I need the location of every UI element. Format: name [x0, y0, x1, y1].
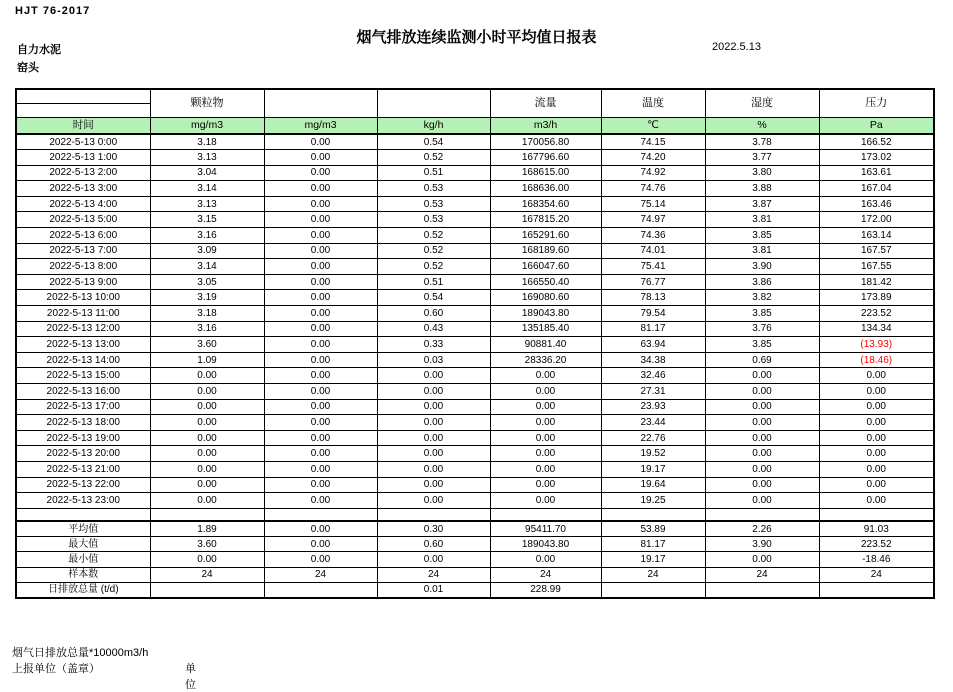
value-cell: 0.52 [377, 150, 490, 166]
units-cell-mgm3-a: mg/m3 [150, 117, 264, 134]
value-cell: 3.76 [705, 321, 819, 337]
label-cell: 2022-5-13 5:00 [16, 212, 150, 228]
summary-row [16, 552, 934, 567]
unit-label: 单位 [185, 663, 196, 691]
doc-code: HJT 76-2017 [15, 5, 91, 17]
value-cell: 24 [150, 567, 264, 582]
value-cell: 24 [377, 567, 490, 582]
value-cell: 189043.80 [490, 537, 601, 552]
hour-row [16, 274, 934, 290]
value-cell: 0.00 [264, 552, 377, 567]
value-cell: 0.00 [150, 493, 264, 509]
value-cell: 63.94 [601, 337, 705, 353]
value-cell: 74.01 [601, 243, 705, 259]
header-cell-flow: 流量 [490, 89, 601, 117]
value-cell: 3.13 [150, 150, 264, 166]
value-cell: 167.57 [819, 243, 934, 259]
value-cell: 3.82 [705, 290, 819, 306]
value-cell: 168189.60 [490, 243, 601, 259]
value-cell: 0.53 [377, 196, 490, 212]
value-cell [264, 582, 377, 597]
value-cell: 28336.20 [490, 352, 601, 368]
label-cell: 2022-5-13 17:00 [16, 399, 150, 415]
value-cell: 3.85 [705, 228, 819, 244]
hour-row [16, 150, 934, 166]
label-cell: 2022-5-13 11:00 [16, 306, 150, 322]
value-cell: 0.00 [819, 477, 934, 493]
value-cell: 75.14 [601, 196, 705, 212]
value-cell: 0.00 [819, 399, 934, 415]
value-cell [705, 582, 819, 597]
units-cell-kgh: kg/h [377, 117, 490, 134]
units-row [16, 117, 934, 134]
value-cell: 0.53 [377, 181, 490, 197]
company-name: 自力水泥 [17, 44, 61, 56]
hour-row [16, 493, 934, 509]
header-cell-empty3 [377, 89, 490, 117]
value-cell: 19.17 [601, 461, 705, 477]
value-cell: 0.00 [150, 461, 264, 477]
value-cell: 0.00 [264, 228, 377, 244]
value-cell: 166550.40 [490, 274, 601, 290]
value-cell: 0.00 [150, 430, 264, 446]
value-cell: 3.88 [705, 181, 819, 197]
value-cell: 173.89 [819, 290, 934, 306]
value-cell: 53.89 [601, 521, 705, 536]
value-cell: 0.00 [490, 415, 601, 431]
label-cell: 2022-5-13 22:00 [16, 477, 150, 493]
value-cell: 0.03 [377, 352, 490, 368]
value-cell: 166047.60 [490, 259, 601, 275]
value-cell: 0.00 [705, 552, 819, 567]
value-cell: 0.00 [264, 259, 377, 275]
value-cell: 0.60 [377, 306, 490, 322]
value-cell: 1.09 [150, 352, 264, 368]
header-cell-empty2 [264, 89, 377, 117]
label-cell: 2022-5-13 1:00 [16, 150, 150, 166]
value-cell: 32.46 [601, 368, 705, 384]
label-cell: 平均值 [16, 521, 150, 536]
value-cell: 0.00 [377, 368, 490, 384]
value-cell: 0.00 [705, 430, 819, 446]
value-cell: 0.00 [150, 446, 264, 462]
hour-row [16, 368, 934, 384]
value-cell: 0.01 [377, 582, 490, 597]
hour-row [16, 477, 934, 493]
value-cell: 0.00 [264, 306, 377, 322]
value-cell: 0.00 [705, 415, 819, 431]
hour-row [16, 430, 934, 446]
header-cell-particulate: 颗粒物 [150, 89, 264, 117]
hour-row [16, 134, 934, 150]
value-cell: 0.51 [377, 274, 490, 290]
value-cell: 0.00 [264, 337, 377, 353]
value-cell: 168354.60 [490, 196, 601, 212]
value-cell: 75.41 [601, 259, 705, 275]
value-cell: 0.00 [377, 461, 490, 477]
value-cell: 3.81 [705, 243, 819, 259]
value-cell: 81.17 [601, 537, 705, 552]
value-cell: 135185.40 [490, 321, 601, 337]
label-cell: 2022-5-13 4:00 [16, 196, 150, 212]
value-cell: 91.03 [819, 521, 934, 536]
value-cell: 167815.20 [490, 212, 601, 228]
value-cell: 0.00 [819, 493, 934, 509]
header-cell-empty-sub [16, 103, 150, 117]
value-cell: 0.00 [150, 477, 264, 493]
value-cell: -18.46 [819, 552, 934, 567]
value-cell: 0.00 [150, 399, 264, 415]
summary-row [16, 582, 934, 597]
value-cell: 23.93 [601, 399, 705, 415]
hour-row [16, 228, 934, 244]
summary-row [16, 537, 934, 552]
value-cell: 3.16 [150, 321, 264, 337]
value-cell: 166.52 [819, 134, 934, 150]
value-cell: 0.00 [264, 384, 377, 400]
value-cell: 0.00 [377, 477, 490, 493]
value-cell: 0.00 [490, 368, 601, 384]
value-cell: 0.52 [377, 259, 490, 275]
value-cell: 0.00 [264, 352, 377, 368]
value-cell: 74.76 [601, 181, 705, 197]
value-cell: 0.00 [264, 212, 377, 228]
value-cell: 0.52 [377, 243, 490, 259]
value-cell: 3.78 [705, 134, 819, 150]
value-cell: 3.90 [705, 537, 819, 552]
value-cell: 3.09 [150, 243, 264, 259]
value-cell: 24 [264, 567, 377, 582]
value-cell: 76.77 [601, 274, 705, 290]
header-group-row [16, 89, 934, 103]
value-cell: 3.90 [705, 259, 819, 275]
report-table [15, 88, 935, 599]
label-cell: 2022-5-13 13:00 [16, 337, 150, 353]
value-cell: 3.60 [150, 537, 264, 552]
value-cell: 3.04 [150, 165, 264, 181]
value-cell: 79.54 [601, 306, 705, 322]
value-cell: 0.00 [377, 552, 490, 567]
value-cell: 170056.80 [490, 134, 601, 150]
value-cell: 0.51 [377, 165, 490, 181]
summary-row [16, 567, 934, 582]
report-unit-label: 上报单位（盖章） [12, 663, 100, 675]
label-cell: 2022-5-13 7:00 [16, 243, 150, 259]
value-cell: 24 [601, 567, 705, 582]
value-cell: 3.85 [705, 306, 819, 322]
page-title: 烟气排放连续监测小时平均值日报表 [356, 29, 597, 46]
value-cell: 0.00 [264, 290, 377, 306]
label-cell: 2022-5-13 15:00 [16, 368, 150, 384]
hour-row [16, 165, 934, 181]
value-cell: 19.25 [601, 493, 705, 509]
value-cell: 0.00 [264, 430, 377, 446]
value-cell: 167796.60 [490, 150, 601, 166]
value-cell: 0.00 [264, 243, 377, 259]
value-cell: 34.38 [601, 352, 705, 368]
value-cell: 0.00 [377, 399, 490, 415]
value-cell: 0.00 [150, 368, 264, 384]
value-cell: 0.00 [819, 461, 934, 477]
value-cell: 19.64 [601, 477, 705, 493]
value-cell: 223.52 [819, 537, 934, 552]
value-cell: 3.15 [150, 212, 264, 228]
value-cell: 3.16 [150, 228, 264, 244]
value-cell: 0.00 [819, 446, 934, 462]
hour-row [16, 196, 934, 212]
value-cell: 0.00 [490, 446, 601, 462]
value-cell: 1.89 [150, 521, 264, 536]
value-cell: 19.17 [601, 552, 705, 567]
value-cell: 3.85 [705, 337, 819, 353]
summary-row [16, 521, 934, 536]
value-cell: 0.00 [264, 521, 377, 536]
value-cell: 0.00 [819, 415, 934, 431]
label-cell: 2022-5-13 9:00 [16, 274, 150, 290]
hour-row [16, 352, 934, 368]
value-cell: 0.00 [150, 384, 264, 400]
value-cell: 0.00 [264, 493, 377, 509]
value-cell: 0.00 [264, 446, 377, 462]
value-cell: 74.36 [601, 228, 705, 244]
label-cell: 2022-5-13 18:00 [16, 415, 150, 431]
value-cell: 0.00 [264, 134, 377, 150]
value-cell: 3.80 [705, 165, 819, 181]
value-cell: 78.13 [601, 290, 705, 306]
label-cell: 2022-5-13 8:00 [16, 259, 150, 275]
value-cell: (13.93) [819, 337, 934, 353]
value-cell: 0.43 [377, 321, 490, 337]
header-cell-temperature: 温度 [601, 89, 705, 117]
label-cell: 2022-5-13 0:00 [16, 134, 150, 150]
value-cell: 3.86 [705, 274, 819, 290]
hour-row [16, 384, 934, 400]
value-cell: 0.00 [705, 477, 819, 493]
value-cell: 0.00 [490, 493, 601, 509]
hourly-data-body [16, 134, 934, 508]
value-cell: (18.46) [819, 352, 934, 368]
value-cell: 0.53 [377, 212, 490, 228]
value-cell: 134.34 [819, 321, 934, 337]
value-cell: 24 [819, 567, 934, 582]
value-cell: 0.54 [377, 290, 490, 306]
value-cell: 0.00 [705, 446, 819, 462]
value-cell: 74.92 [601, 165, 705, 181]
value-cell: 3.14 [150, 181, 264, 197]
hour-row [16, 415, 934, 431]
value-cell: 0.00 [377, 384, 490, 400]
units-cell-percent: % [705, 117, 819, 134]
value-cell: 3.60 [150, 337, 264, 353]
value-cell: 0.00 [490, 399, 601, 415]
value-cell: 228.99 [490, 582, 601, 597]
value-cell: 167.04 [819, 181, 934, 197]
value-cell: 0.00 [264, 461, 377, 477]
hour-row [16, 446, 934, 462]
value-cell: 181.42 [819, 274, 934, 290]
value-cell: 0.00 [264, 321, 377, 337]
value-cell: 0.00 [490, 461, 601, 477]
value-cell: 81.17 [601, 321, 705, 337]
value-cell: 0.00 [490, 477, 601, 493]
label-cell: 样本数 [16, 567, 150, 582]
value-cell: 3.19 [150, 290, 264, 306]
value-cell: 0.00 [705, 461, 819, 477]
value-cell: 74.20 [601, 150, 705, 166]
hour-row [16, 259, 934, 275]
value-cell: 0.00 [705, 493, 819, 509]
header-cell-pressure: 压力 [819, 89, 934, 117]
label-cell: 2022-5-13 12:00 [16, 321, 150, 337]
label-cell: 日排放总量 (t/d) [16, 582, 150, 597]
value-cell: 0.00 [377, 415, 490, 431]
label-cell: 2022-5-13 3:00 [16, 181, 150, 197]
value-cell: 0.00 [264, 196, 377, 212]
label-cell: 2022-5-13 20:00 [16, 446, 150, 462]
label-cell: 2022-5-13 6:00 [16, 228, 150, 244]
value-cell: 23.44 [601, 415, 705, 431]
value-cell: 172.00 [819, 212, 934, 228]
value-cell: 0.00 [264, 181, 377, 197]
hour-row [16, 243, 934, 259]
value-cell: 0.52 [377, 228, 490, 244]
value-cell: 3.18 [150, 306, 264, 322]
label-cell: 最大值 [16, 537, 150, 552]
value-cell [601, 582, 705, 597]
value-cell: 3.13 [150, 196, 264, 212]
value-cell: 0.60 [377, 537, 490, 552]
value-cell: 0.00 [819, 368, 934, 384]
value-cell: 169080.60 [490, 290, 601, 306]
value-cell: 0.00 [150, 552, 264, 567]
value-cell: 3.18 [150, 134, 264, 150]
value-cell: 0.00 [264, 150, 377, 166]
value-cell: 0.00 [819, 384, 934, 400]
value-cell: 0.00 [264, 477, 377, 493]
header-cell-empty [16, 89, 150, 103]
label-cell: 最小值 [16, 552, 150, 567]
value-cell: 0.00 [705, 368, 819, 384]
units-cell-time: 时间 [16, 117, 150, 134]
report-date: 2022.5.13 [712, 41, 761, 53]
value-cell: 3.05 [150, 274, 264, 290]
value-cell: 0.00 [377, 446, 490, 462]
value-cell: 173.02 [819, 150, 934, 166]
spacer-row [16, 508, 934, 521]
value-cell: 0.54 [377, 134, 490, 150]
value-cell: 0.00 [264, 274, 377, 290]
value-cell: 0.00 [377, 430, 490, 446]
value-cell: 95411.70 [490, 521, 601, 536]
value-cell: 0.00 [264, 537, 377, 552]
value-cell: 0.00 [264, 399, 377, 415]
station-name: 窑头 [17, 62, 39, 74]
value-cell: 0.00 [490, 384, 601, 400]
label-cell: 2022-5-13 2:00 [16, 165, 150, 181]
value-cell: 0.00 [150, 415, 264, 431]
value-cell: 168615.00 [490, 165, 601, 181]
summary-body [16, 521, 934, 597]
value-cell: 165291.60 [490, 228, 601, 244]
value-cell: 223.52 [819, 306, 934, 322]
hour-row [16, 306, 934, 322]
value-cell [819, 582, 934, 597]
value-cell: 0.00 [264, 165, 377, 181]
value-cell: 0.00 [705, 399, 819, 415]
value-cell: 0.00 [490, 430, 601, 446]
value-cell: 0.69 [705, 352, 819, 368]
value-cell: 0.30 [377, 521, 490, 536]
value-cell [150, 582, 264, 597]
value-cell: 163.61 [819, 165, 934, 181]
value-cell: 163.46 [819, 196, 934, 212]
value-cell: 163.14 [819, 228, 934, 244]
value-cell: 0.00 [264, 368, 377, 384]
value-cell: 74.15 [601, 134, 705, 150]
header-cell-humidity: 湿度 [705, 89, 819, 117]
units-cell-pa: Pa [819, 117, 934, 134]
label-cell: 2022-5-13 21:00 [16, 461, 150, 477]
label-cell: 2022-5-13 10:00 [16, 290, 150, 306]
value-cell: 90881.40 [490, 337, 601, 353]
value-cell: 0.00 [819, 430, 934, 446]
value-cell: 0.00 [377, 493, 490, 509]
value-cell: 24 [490, 567, 601, 582]
value-cell: 3.87 [705, 196, 819, 212]
value-cell: 3.77 [705, 150, 819, 166]
value-cell: 0.00 [490, 552, 601, 567]
units-cell-celsius: ℃ [601, 117, 705, 134]
hour-row [16, 399, 934, 415]
hour-row [16, 290, 934, 306]
report-unit-line [12, 660, 196, 691]
value-cell: 167.55 [819, 259, 934, 275]
value-cell: 3.81 [705, 212, 819, 228]
label-cell: 2022-5-13 23:00 [16, 493, 150, 509]
value-cell: 3.14 [150, 259, 264, 275]
units-cell-mgm3-b: mg/m3 [264, 117, 377, 134]
value-cell: 189043.80 [490, 306, 601, 322]
value-cell: 0.00 [264, 415, 377, 431]
value-cell: 27.31 [601, 384, 705, 400]
hour-row [16, 337, 934, 353]
value-cell: 0.00 [705, 384, 819, 400]
units-cell-m3h: m3/h [490, 117, 601, 134]
label-cell: 2022-5-13 14:00 [16, 352, 150, 368]
hour-row [16, 321, 934, 337]
hour-row [16, 212, 934, 228]
hour-row [16, 181, 934, 197]
label-cell: 2022-5-13 19:00 [16, 430, 150, 446]
total-emission-note: 烟气日排放总量*10000m3/h [12, 647, 149, 659]
value-cell: 168636.00 [490, 181, 601, 197]
hour-row [16, 461, 934, 477]
value-cell: 24 [705, 567, 819, 582]
value-cell: 74.97 [601, 212, 705, 228]
value-cell: 19.52 [601, 446, 705, 462]
value-cell: 2.26 [705, 521, 819, 536]
value-cell: 22.76 [601, 430, 705, 446]
value-cell: 0.33 [377, 337, 490, 353]
label-cell: 2022-5-13 16:00 [16, 384, 150, 400]
